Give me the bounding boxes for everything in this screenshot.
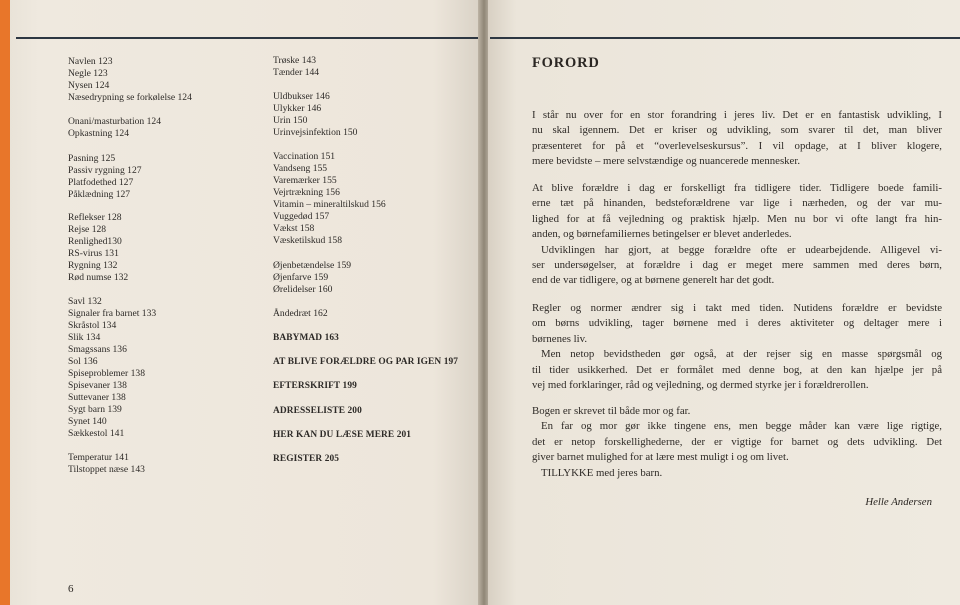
foreword-paragraph [532,301,942,393]
index-entry: Negle 123 [68,68,108,79]
text-line: Bogen er skrevet til både mor og far. [532,405,691,417]
foreword-paragraph [532,404,942,481]
index-entry: Spisevaner 138 [68,380,127,391]
text-line: lighed for at få vejledning og praktisk hjælp. Men nu bor vi ofte langt fra hin- [532,212,942,225]
text-line: anden, og børnefamiliernes betingelser er blevet anderledes. [532,228,792,241]
index-entry: Øjenbetændelse 159 [273,260,352,271]
index-entry: Suttevaner 138 [68,392,126,403]
index-entry: EFTERSKRIFT 199 [273,381,357,391]
index-entry: Ørelidelser 160 [273,284,333,295]
index-entry: Smagssans 136 [68,344,127,355]
index-entry: Urin 150 [273,115,308,126]
text-line: ser undersøgelser, at forældre i dag er meget mere sammen med deres børn, [532,259,942,272]
index-entry: ADRESSELISTE 200 [273,406,362,416]
text-line: nu skal igennem. Det er kriser og udvikling, som svarer til det, man bliver [532,124,942,137]
index-entry: Væsketilskud 158 [273,235,343,246]
author-signature: Helle Andersen [865,496,932,508]
index-entry: Signaler fra barnet 133 [68,308,157,319]
text-line: til tider usikkerhed. Det er formålet med denne bog, at den kan hjælpe jer på [532,363,942,376]
index-entry: Vitamin – mineraltilskud 156 [273,199,386,210]
text-line: TILLYKKE med jeres barn. [541,466,663,479]
index-entry: Renlighed130 [68,236,122,247]
index-entry: Rygning 132 [68,260,118,271]
index-entry: Navlen 123 [68,56,113,67]
index-entry: Åndedræt 162 [273,308,328,319]
index-entry: Trøske 143 [273,55,317,66]
index-entry: HER KAN DU LÆSE MERE 201 [273,430,412,440]
index-entry: Spiseproblemer 138 [68,368,146,379]
index-entry: Urinvejsinfektion 150 [273,127,358,138]
index-entry: Rejse 128 [68,224,107,235]
text-line: At blive forældre i dag er forskelligt fra tidligere tider. Tidligere boede famili- [532,182,942,194]
text-line: giver barnet mulighed for at lære mest muligt i og om livet. [532,451,789,464]
index-entry: Platfodethed 127 [68,177,134,188]
index-entry: Vækst 158 [273,223,315,234]
index-entry: Varemærker 155 [273,175,337,186]
index-entry: Passiv rygning 127 [68,165,142,176]
index-entry: Reflekser 128 [68,212,122,223]
index-entry: Skråstol 134 [68,320,117,331]
index-entry: Synet 140 [68,416,107,427]
text-line: Men netop bevidstheden gør også, at der rejser sig en masse spørgsmål og [541,348,942,361]
index-entry: Vuggedød 157 [273,211,330,222]
index-entry: Ulykker 146 [273,103,322,114]
index-entry: Tænder 144 [273,67,320,78]
index-entry: Næsedrypning se forkølelse 124 [68,92,192,103]
foreword-heading: FORORD [532,55,600,71]
index-entry: Sol 136 [68,356,98,367]
text-line: børnenes liv. [532,332,588,345]
index-entry: Opkastning 124 [68,128,130,139]
index-entry: Sækkestol 141 [68,428,125,439]
book-spread [10,0,960,605]
text-line: vej med forklaringer, råd og vejledning, og dermed styrke jer i forældrerollen. [532,379,869,392]
index-entry: Savl 132 [68,296,102,307]
index-entry: RS-virus 131 [68,248,119,259]
index-entry: Nysen 124 [68,80,110,91]
index-entry: Øjenfarve 159 [273,272,329,283]
right-page [488,0,960,605]
text-line: end de var tidligere, og at børnene generelt har det godt. [532,274,775,287]
index-entry: Onani/masturbation 124 [68,116,161,127]
index-entry: AT BLIVE FORÆLDRE OG PAR IGEN 197 [273,357,459,367]
index-entry: REGISTER 205 [273,454,340,464]
index-entry: Slik 134 [68,332,101,343]
text-line: En far og mor gør ikke tingene ens, men begge måder kan være lige rigtige, [541,420,942,433]
text-line: Udviklingen har gjort, at begge forældre ofte er udearbejdende. Alligevel vi- [541,243,942,256]
index-entry: Uldbukser 146 [273,91,330,102]
index-entry: Rød numse 132 [68,272,129,283]
index-column-2 [10,0,480,605]
text-line: mere bevidste – mere selvstændige og nuancerede mennesker. [532,155,801,168]
text-line: om børns udvikling, tager børnene med i deres aktiviteter og deltager mere i [532,317,942,330]
page-number: 6 [68,583,74,595]
index-entry: Vaccination 151 [273,151,336,162]
index-entry: Påklædning 127 [68,189,131,200]
index-entry: Pasning 125 [68,153,116,164]
foreword-paragraph [532,181,942,289]
index-entry: Temperatur 141 [68,452,129,463]
index-entry: Vandseng 155 [273,163,328,174]
text-line: Regler og normer ændrer sig i takt med tiden. Nutidens forældre er bevidste [532,302,942,314]
index-entry: Vejrtrækning 156 [273,187,340,198]
top-rule [490,37,960,39]
foreword-paragraph [532,108,942,170]
left-page [10,0,480,605]
text-line: I står nu over for en stor forandring i jeres liv. Det er en fantastisk udvikling, I [532,109,942,121]
text-line: erne tæt på hinanden, bedsteforældrene var lige i nærheden, og der var mu- [532,197,942,210]
index-entry: BABYMAD 163 [273,333,339,343]
index-entry: Tilstoppet næse 143 [68,464,145,475]
text-line: præsenteret for på et “overlevelseskursus”. I vil opdage, at I bliver klogere, [532,139,942,152]
index-entry: Sygt barn 139 [68,404,122,415]
text-line: det er netop forskellighederne, der er vigtige for barnet og dets udvikling. Det [532,435,942,448]
